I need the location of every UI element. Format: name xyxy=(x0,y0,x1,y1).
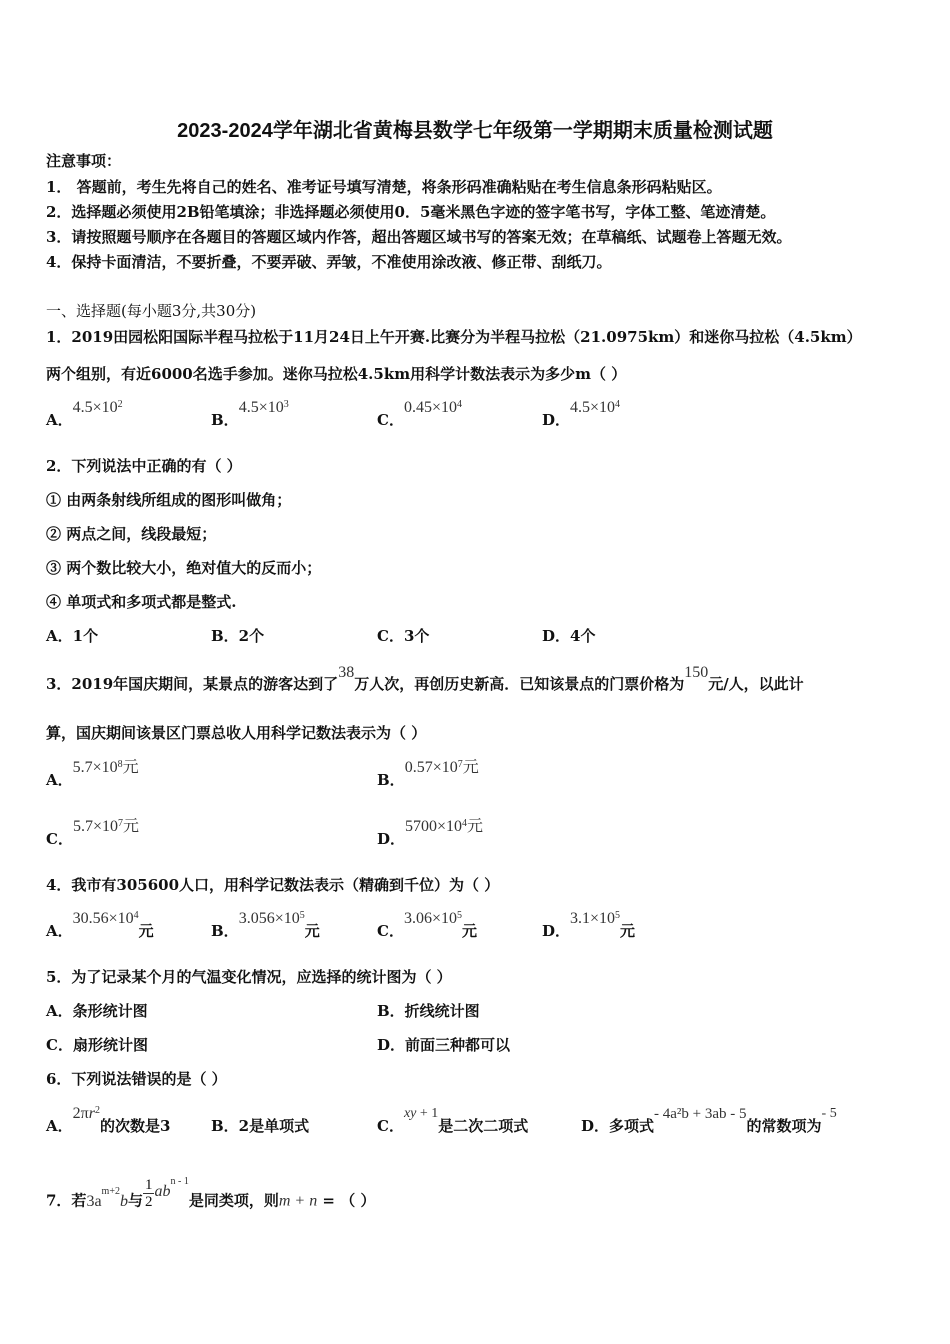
notice-heading: 注意事项： xyxy=(46,152,122,170)
question-1-line1: 1．2019田园松阳国际半程马拉松于11月24日上午开赛.比赛分为半程马拉松（21.0975km）和迷你马拉松（4.5km） xyxy=(46,328,862,346)
notice-item: 3．请按照题号顺序在各题目的答题区域内作答，超出答题区域书写的答案无效；在草稿纸、试题卷上答题无效。 xyxy=(46,228,792,246)
question-4-stem: 4．我市有305600人口，用科学记数法表示（精确到千位）为（ ） xyxy=(46,876,500,894)
notice-item: 2．选择题必须使用2B铅笔填涂；非选择题必须使用0．5毫米黑色字迹的签字笔书写，字体工整、笔迹清楚。 xyxy=(46,203,776,221)
q4-option-d[interactable]: D．$3.1\times 10^5$元 xyxy=(542,910,636,940)
q3-option-c[interactable]: C．$5.7\times 10^7$元 xyxy=(46,818,139,848)
q6-option-c[interactable]: C．xy + 1是二次二项式 xyxy=(377,1106,529,1135)
section-heading: 一、选择题(每小题3分,共30分) xyxy=(46,302,257,320)
question-3-line1: 3．2019年国庆期间，某景点的游客达到了38万人次，再创历史新高．已知该景点的门票价格为150元/人，以此计 xyxy=(46,664,804,693)
q2-statement: ② 两点之间，线段最短； xyxy=(46,525,217,543)
q6-option-b[interactable]: B．2是单项式 xyxy=(211,1117,310,1135)
q3-option-d[interactable]: D．$5700\times 10^4$元 xyxy=(377,818,484,848)
exam-title: 2023-2024学年湖北省黄梅县数学七年级第一学期期末质量检测试题 xyxy=(177,120,773,142)
q2-option-b[interactable]: B．2个 xyxy=(211,627,265,645)
q2-option-a[interactable]: A．1个 xyxy=(46,627,99,645)
q1-option-d[interactable]: D．$4.5\times 10^4$ xyxy=(542,399,621,429)
q6-option-d[interactable]: D．多项式- 4a²b + 3ab - 5的常数项为- 5 xyxy=(581,1106,837,1135)
q5-option-a[interactable]: A．条形统计图 xyxy=(46,1002,148,1020)
q6-option-a[interactable]: A．$2\pi r^2$的次数是3 xyxy=(46,1105,171,1135)
q4-option-c[interactable]: C．$3.06\times 10^5$元 xyxy=(377,910,477,940)
q5-option-b[interactable]: B．折线统计图 xyxy=(377,1002,480,1020)
q2-option-c[interactable]: C．3个 xyxy=(377,627,430,645)
question-2-stem: 2．下列说法中正确的有（ ） xyxy=(46,457,242,475)
q3-option-b[interactable]: B．$0.57\times 10^7$元 xyxy=(377,759,479,789)
q2-option-d[interactable]: D．4个 xyxy=(542,627,596,645)
question-7-stem: 7．若$3a^{m+2}b$与 $\frac{1}{2}$ $ab^{n - 1}$是同类项，则m + n = （ ） xyxy=(46,1176,376,1210)
q1-option-b[interactable]: B．$4.5\times 10^3$ xyxy=(211,399,289,429)
q3-option-a[interactable]: A．$5.7\times 10^8$元 xyxy=(46,759,139,789)
q2-statement: ④ 单项式和多项式都是整式. xyxy=(46,593,237,611)
q1-option-a[interactable]: A．$4.5\times 10^2$ xyxy=(46,399,123,429)
question-5-stem: 5．为了记录某个月的气温变化情况，应选择的统计图为（ ） xyxy=(46,968,452,986)
q1-option-c[interactable]: C．$0.45\times 10^4$ xyxy=(377,399,462,429)
notice-item: 1． 答题前，考生先将自己的姓名、准考证号填写清楚，将条形码准确粘贴在考生信息条形码粘贴区。 xyxy=(46,178,722,196)
q5-option-d[interactable]: D．前面三种都可以 xyxy=(377,1036,511,1054)
notice-item: 4．保持卡面清洁，不要折叠，不要弄破、弄皱，不准使用涂改液、修正带、刮纸刀。 xyxy=(46,253,612,271)
q5-option-c[interactable]: C．扇形统计图 xyxy=(46,1036,148,1054)
question-6-stem: 6．下列说法错误的是（ ） xyxy=(46,1070,227,1088)
q4-option-a[interactable]: A．$30.56\times 10^4$元 xyxy=(46,910,154,940)
q2-statement: ③ 两个数比较大小，绝对值大的反而小； xyxy=(46,559,322,577)
q2-statement: ① 由两条射线所组成的图形叫做角； xyxy=(46,491,292,509)
q4-option-b[interactable]: B．$3.056\times 10^5$元 xyxy=(211,910,320,940)
question-1-line2: 两个组别，有近6000名选手参加。迷你马拉松4.5km用科学计数法表示为多少m（ ） xyxy=(46,365,627,383)
question-3-line2: 算，国庆期间该景区门票总收人用科学记数法表示为（ ） xyxy=(46,724,427,742)
